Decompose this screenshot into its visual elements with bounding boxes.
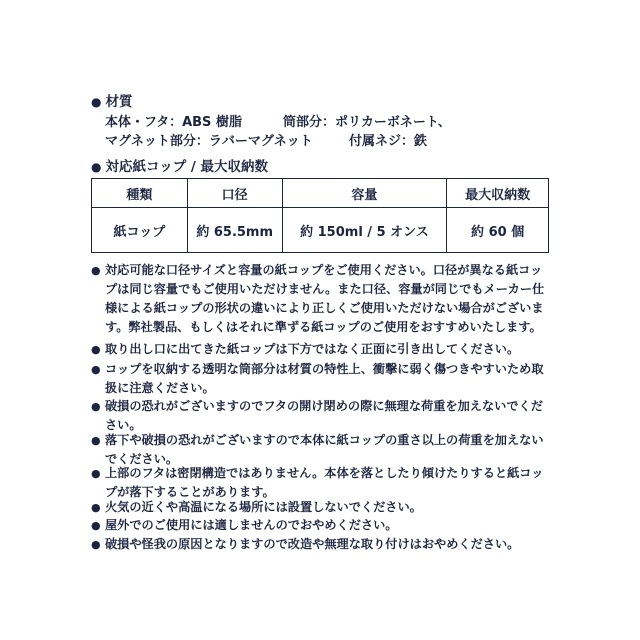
bullet-icon: ●: [91, 400, 101, 413]
cell-diameter: 約 65.5mm: [187, 208, 282, 253]
cell-type: 紙コップ: [92, 208, 188, 253]
note-item: [91, 498, 553, 517]
note-text: 破損や怪我の原因となりますので改造や無理な取り付けはおやめください。: [105, 537, 520, 551]
note-text: 火気の近くや高温になる場所には設置しないでください。: [105, 500, 422, 514]
cups-heading: [91, 155, 268, 175]
bullet-icon: ●: [91, 519, 101, 532]
bullet-icon: ●: [91, 434, 101, 447]
cell-max-count: 約 60 個: [447, 208, 549, 253]
note-text: 破損の恐れがございますのでフタの開け閉めの際に無理な荷重を加えないでください。: [105, 399, 543, 432]
note-item: [91, 516, 553, 535]
header-max-count: 最大収納数: [447, 179, 549, 208]
note-item: [91, 397, 553, 435]
note-text: 取り出し口に出てきた紙コップは下方ではなく正面に引き出してください。: [105, 342, 520, 356]
note-item: [91, 535, 553, 554]
materials-heading: [91, 90, 132, 110]
note-text: コップを収納する透明な筒部分は材質の特性上、衝撃に弱く傷つきやすいため取扱に注意ください。: [105, 362, 544, 395]
material-body-lid: 本体・フタ：ABS 樹脂: [105, 115, 242, 130]
materials-heading-text: 材質: [105, 94, 133, 110]
note-text: 上部のフタは密閉構造ではありません。本体を落としたり傾けたりすると紙コップが落下することがあります。: [105, 466, 544, 499]
note-text: 落下や破損の恐れがございますので本体に紙コップの重さ以上の荷重を加えないでください。: [105, 433, 544, 466]
header-type: 種類: [92, 179, 188, 208]
bullet-icon: ●: [91, 467, 101, 480]
note-text: 対応可能な口径サイズと容量の紙コップをご使用ください。口径が異なる紙コップは同じ容量でもご使用いただけません。また口径、容量が同じでもメーカー仕様による紙コップの形状の違いにより正しくご使用いただけない場合がございます。弊社製品、もしくはそれに準ずる紙コップのご使用をおすすめいたします。: [105, 263, 545, 334]
note-item: [91, 340, 553, 359]
material-tube: 筒部分：ポリカーボネート、: [283, 115, 451, 130]
table-header-row: [92, 179, 549, 208]
bullet-icon: ●: [91, 160, 102, 174]
note-item: [91, 464, 553, 502]
cell-capacity: 約 150ml / 5 オンス: [282, 208, 447, 253]
bullet-icon: ●: [91, 538, 101, 551]
material-magnet: マグネット部分：ラバーマグネット: [105, 134, 313, 149]
bullet-icon: ●: [91, 363, 101, 376]
bullet-icon: ●: [91, 501, 101, 514]
bullet-icon: ●: [91, 343, 101, 356]
cups-heading-text: 対応紙コップ / 最大収納数: [105, 159, 269, 175]
note-item: [91, 360, 553, 398]
cup-spec-table: [91, 178, 549, 253]
bullet-icon: ●: [91, 95, 102, 109]
bullet-icon: ●: [91, 264, 101, 277]
header-diameter: 口径: [187, 179, 282, 208]
header-capacity: 容量: [282, 179, 447, 208]
note-text: 屋外でのご使用には適しませんのでおやめください。: [105, 518, 398, 532]
note-item: [91, 261, 553, 337]
table-row: [92, 208, 549, 253]
material-screw: 付属ネジ：鉄: [349, 134, 428, 149]
